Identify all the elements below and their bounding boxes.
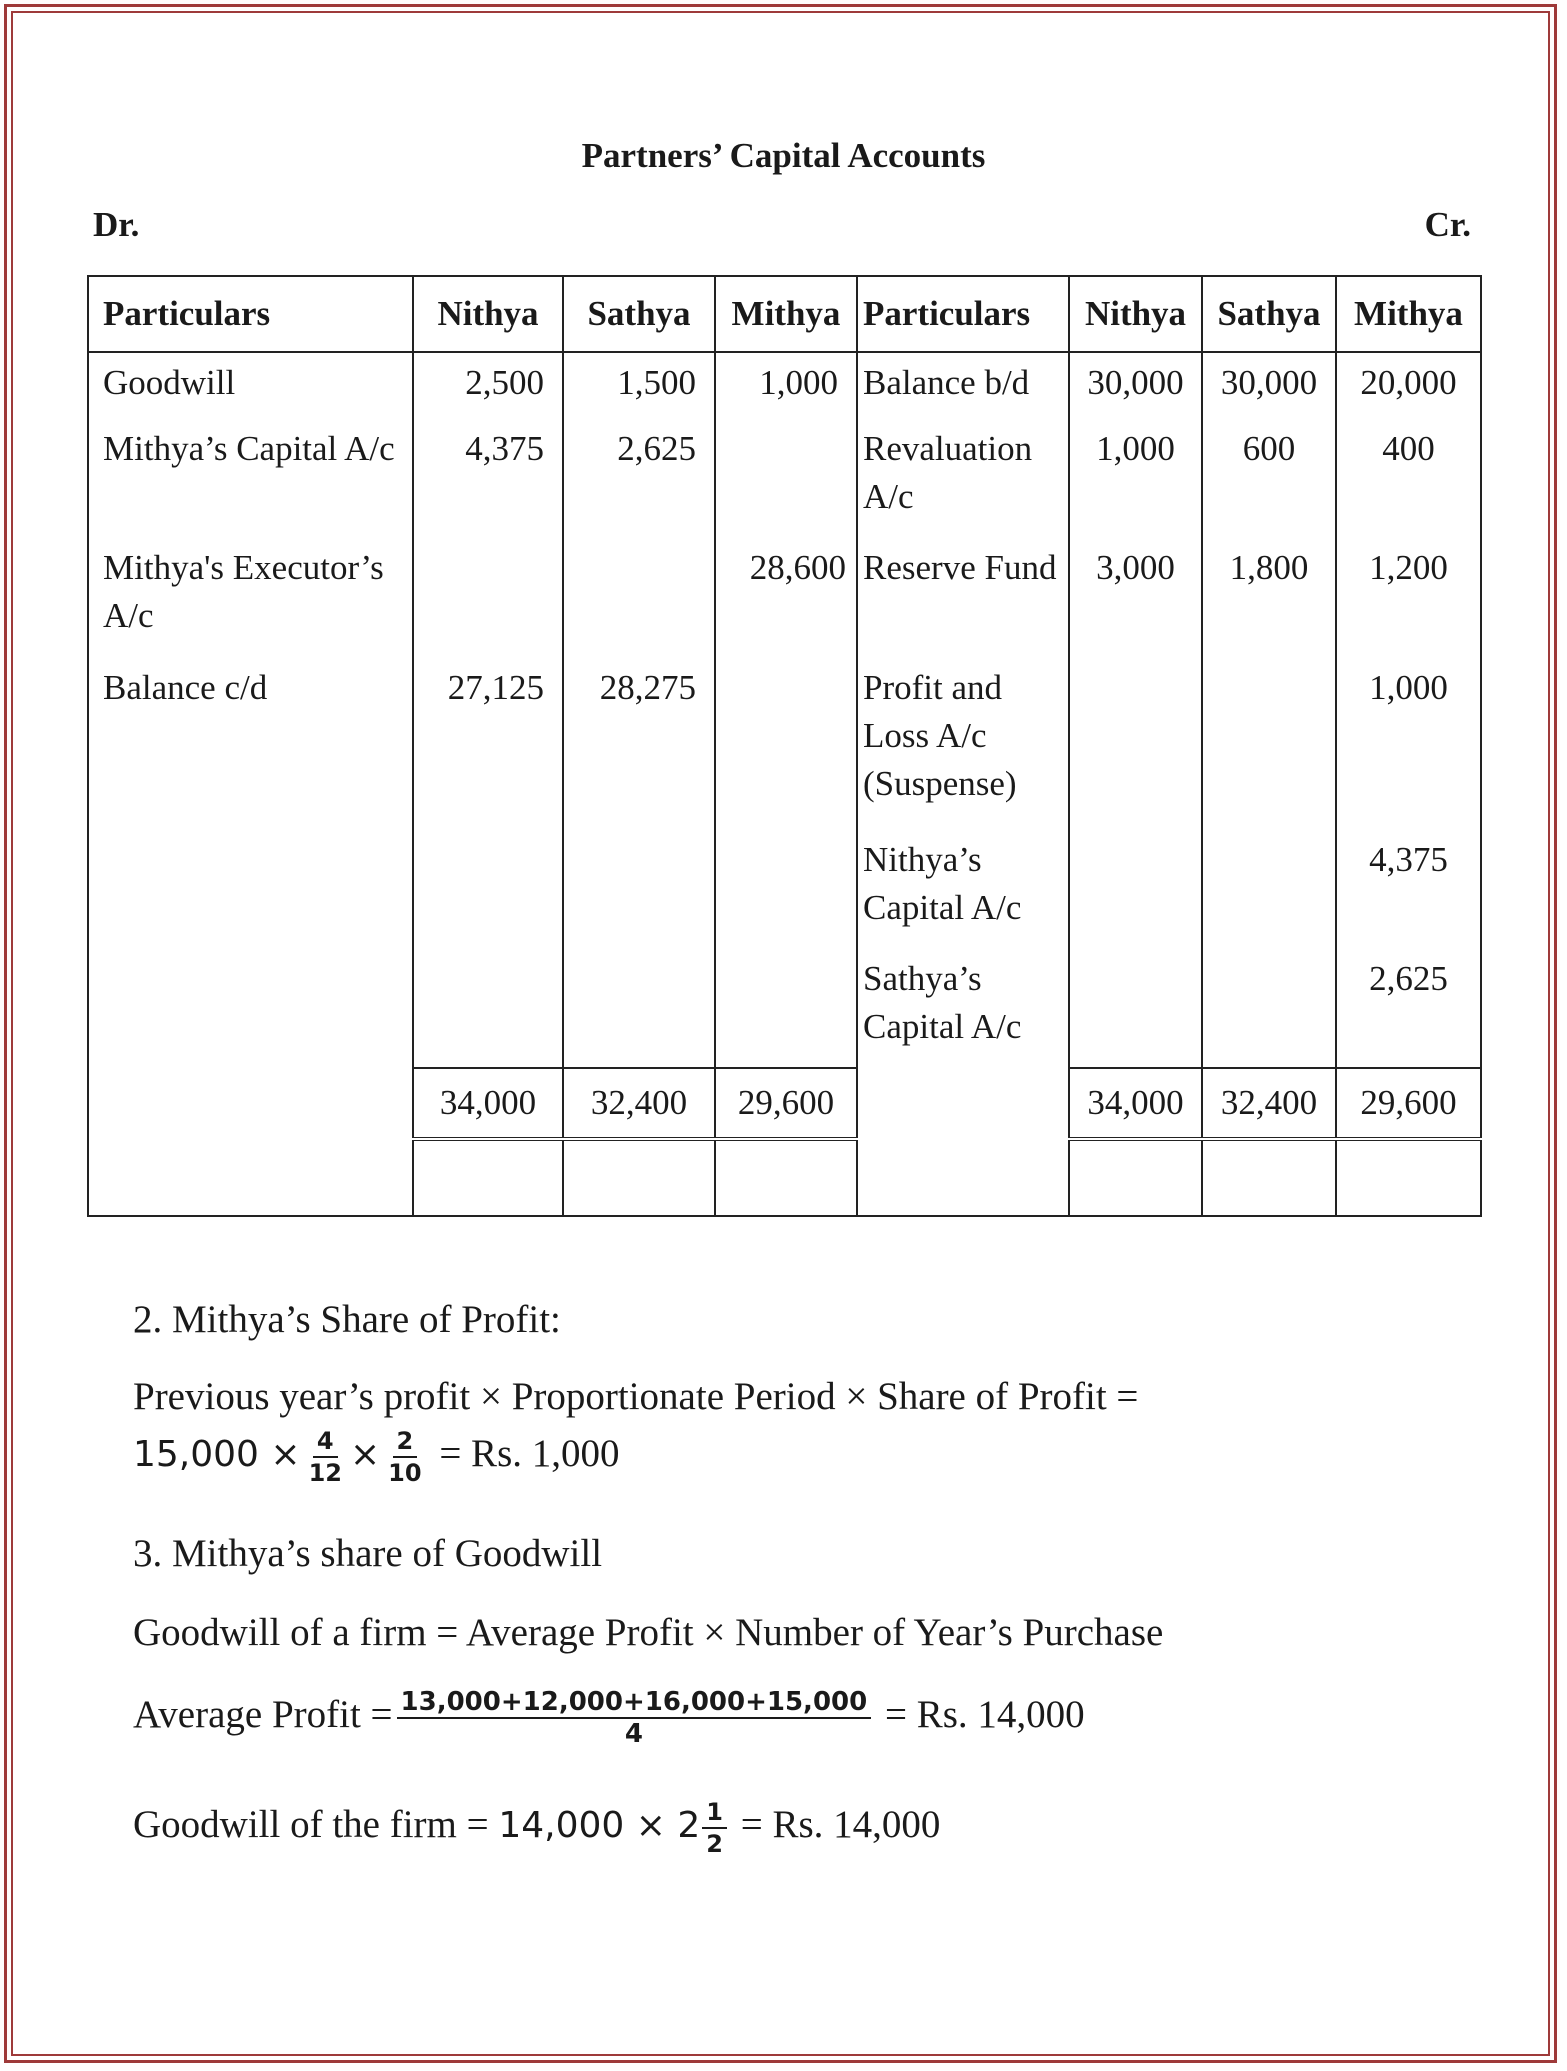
cell-value: 27,125: [413, 658, 563, 830]
header-mithya-cr: Mithya: [1336, 276, 1481, 352]
total-mithya-cr: 29,600: [1336, 1068, 1481, 1139]
times-sign: ×: [349, 1433, 381, 1475]
header-nithya-cr: Nithya: [1069, 276, 1202, 352]
row-label: Sathya’s Capital A/c: [857, 949, 1069, 1068]
cell-value: 400: [1336, 419, 1481, 538]
goodwill-calc: [133, 1797, 940, 1859]
cell-value: 28,275: [563, 658, 715, 830]
cell-value: 2,625: [1336, 949, 1481, 1068]
cell-value: 20,000: [1336, 352, 1481, 419]
total-nithya-dr: 34,000: [413, 1068, 563, 1139]
total-sathya-dr: 32,400: [563, 1068, 715, 1139]
section2-formula: Previous year’s profit × Proportionate Period × Share of Profit =: [133, 1375, 1139, 1418]
table-header-row: [88, 276, 1481, 352]
row-label: Goodwill: [88, 352, 413, 419]
row-label: Profit and Loss A/c (Suspense): [857, 658, 1069, 830]
cell-value: [1069, 658, 1202, 830]
debit-label: Dr.: [93, 205, 140, 244]
cell-value: 1,000: [1336, 658, 1481, 830]
total-nithya-cr: 34,000: [1069, 1068, 1202, 1139]
table-row: [88, 538, 1481, 657]
header-particulars-cr: Particulars: [857, 276, 1069, 352]
cell-value: 1,500: [563, 352, 715, 419]
table-row: [88, 658, 1481, 830]
page-title: Partners’ Capital Accounts: [581, 136, 986, 175]
header-particulars-dr: Particulars: [88, 276, 413, 352]
row-label: Mithya's Executor’s A/c: [88, 538, 413, 657]
cell-value: 30,000: [1202, 352, 1336, 419]
calc-base: 15,000 ×: [133, 1433, 301, 1475]
cell-value: 1,000: [1069, 419, 1202, 538]
row-label: Reserve Fund: [857, 538, 1069, 657]
table-row: [88, 1139, 1481, 1216]
table-row: [88, 949, 1481, 1068]
section3-formula: Goodwill of a firm = Average Profit × Number of Year’s Purchase: [133, 1611, 1164, 1654]
cell-value: 2,625: [563, 419, 715, 538]
row-label: Balance c/d: [88, 658, 413, 830]
total-mithya-dr: 29,600: [715, 1068, 857, 1139]
section2-heading: 2. Mithya’s Share of Profit:: [133, 1298, 561, 1341]
avg-fraction: $\frac{13,000+12,000+16,000+15,000}{4}$: [397, 1687, 872, 1749]
cell-value: 600: [1202, 419, 1336, 538]
section2-calculation: [133, 1426, 620, 1488]
cell-value: 3,000: [1069, 538, 1202, 657]
cell-value: [715, 658, 857, 830]
cell-value: 1,200: [1336, 538, 1481, 657]
avg-result: = Rs. 14,000: [884, 1692, 1085, 1736]
header-sathya-cr: Sathya: [1202, 276, 1336, 352]
cell-value: 28,600: [715, 538, 857, 657]
row-label: Balance b/d: [857, 352, 1069, 419]
section3-heading: 3. Mithya’s share of Goodwill: [133, 1532, 603, 1575]
cell-value: 1,800: [1202, 538, 1336, 657]
header-mithya-dr: Mithya: [715, 276, 857, 352]
cell-value: 4,375: [413, 419, 563, 538]
gw-label: Goodwill of the firm =: [133, 1802, 489, 1846]
gw-fraction: $\frac{1}{2}$: [702, 1797, 727, 1859]
cell-value: 2,500: [413, 352, 563, 419]
cell-value: 30,000: [1069, 352, 1202, 419]
fraction-share: $\frac{2}{10}$: [388, 1427, 422, 1487]
cell-value: 1,000: [715, 352, 857, 419]
row-label: Revaluation A/c: [857, 419, 1069, 538]
header-nithya-dr: Nithya: [413, 276, 563, 352]
fraction-period: $\frac{4}{12}$: [308, 1427, 342, 1487]
avg-label: Average Profit =: [133, 1692, 393, 1736]
row-label: Nithya’s Capital A/c: [857, 830, 1069, 949]
capital-accounts-table: [87, 275, 1482, 1217]
cell-value: 4,375: [1336, 830, 1481, 949]
average-profit-calc: [133, 1687, 1085, 1749]
credit-label: Cr.: [1424, 205, 1471, 244]
table-row: [88, 830, 1481, 949]
header-sathya-dr: Sathya: [563, 276, 715, 352]
cell-value: [1202, 658, 1336, 830]
gw-calc: 14,000 × 2: [498, 1804, 701, 1846]
cell-value: [563, 538, 715, 657]
table-row: [88, 352, 1481, 419]
section2-result: = Rs. 1,000: [439, 1431, 620, 1475]
totals-row: [88, 1068, 1481, 1139]
total-sathya-cr: 32,400: [1202, 1068, 1336, 1139]
cell-value: [715, 419, 857, 538]
cell-value: [413, 538, 563, 657]
gw-result: = Rs. 14,000: [740, 1802, 941, 1846]
table-row: [88, 419, 1481, 538]
row-label: Mithya’s Capital A/c: [88, 419, 413, 538]
